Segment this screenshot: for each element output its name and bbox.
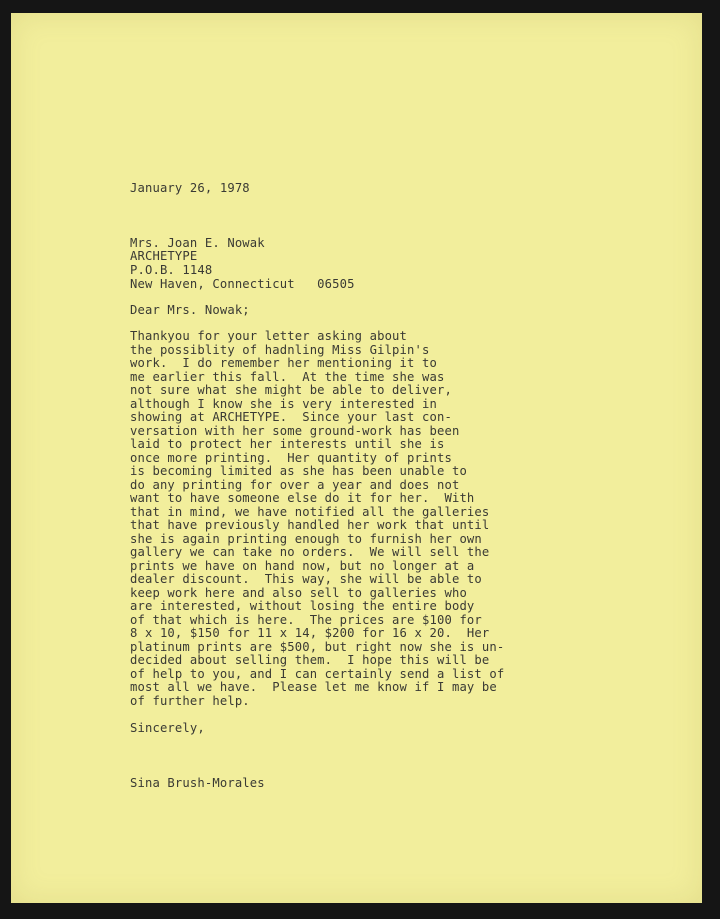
body-line: once more printing. Her quantity of prints [130, 450, 452, 465]
body-line: versation with her some ground-work has been [130, 423, 460, 438]
salutation: Dear Mrs. Nowak; [130, 303, 250, 317]
body-line: are interested, without losing the entire body [130, 599, 475, 613]
body-line: she is again printing enough to furnish her own [130, 531, 482, 546]
address-line: New Haven, Connecticut 06505 [130, 277, 355, 291]
body-line: of help to you, and I can certainly send a list of [130, 666, 505, 681]
body-line: although I know she is very interested in [130, 396, 437, 411]
address-line: ARCHETYPE [130, 249, 198, 263]
body-line: the possiblity of hadnling Miss Gilpin's [130, 342, 430, 357]
body-line: want to have someone else do it for her. With [130, 491, 475, 505]
body-line: me earlier this fall. At the time she was [130, 369, 445, 384]
body-line: Thankyou for your letter asking about [130, 329, 408, 343]
body-line: laid to protect her interests until she is [130, 437, 445, 451]
address-line: Mrs. Joan E. Nowak [130, 236, 265, 250]
body-line: of further help. [130, 693, 250, 708]
letter-date: January 26, 1978 [130, 181, 250, 195]
body-line: dealer discount. This way, she will be able to [130, 572, 482, 586]
body-line: 8 x 10, $150 for 11 x 14, $200 for 16 x 20. Her [130, 626, 490, 640]
body-line: prints we have on hand now, but no longer at a [130, 558, 475, 573]
address-line: P.O.B. 1148 [130, 263, 213, 277]
body-line: keep work here and also sell to galleries who [130, 585, 467, 600]
body-line: decided about selling them. I hope this will be [130, 653, 490, 667]
body-line: not sure what she might be able to deliver, [130, 383, 452, 397]
body-line: most all we have. Please let me know if I may be [130, 680, 497, 694]
body-line: showing at ARCHETYPE. Since your last con- [130, 410, 452, 424]
body-line: that have previously handled her work that until [130, 518, 490, 532]
body-line: platinum prints are $500, but right now she is un- [130, 639, 505, 654]
body-line: of that which is here. The prices are $100 for [130, 612, 482, 627]
signature-name: Sina Brush-Morales [130, 776, 265, 790]
letter-page [11, 13, 702, 903]
closing: Sincerely, [130, 721, 205, 735]
body-line: gallery we can take no orders. We will sell the [130, 545, 490, 559]
body-line: work. I do remember her mentioning it to [130, 356, 437, 370]
body-line: that in mind, we have notified all the galleries [130, 504, 490, 519]
body-line: do any printing for over a year and does not [130, 477, 460, 492]
body-line: is becoming limited as she has been unable to [130, 464, 467, 478]
